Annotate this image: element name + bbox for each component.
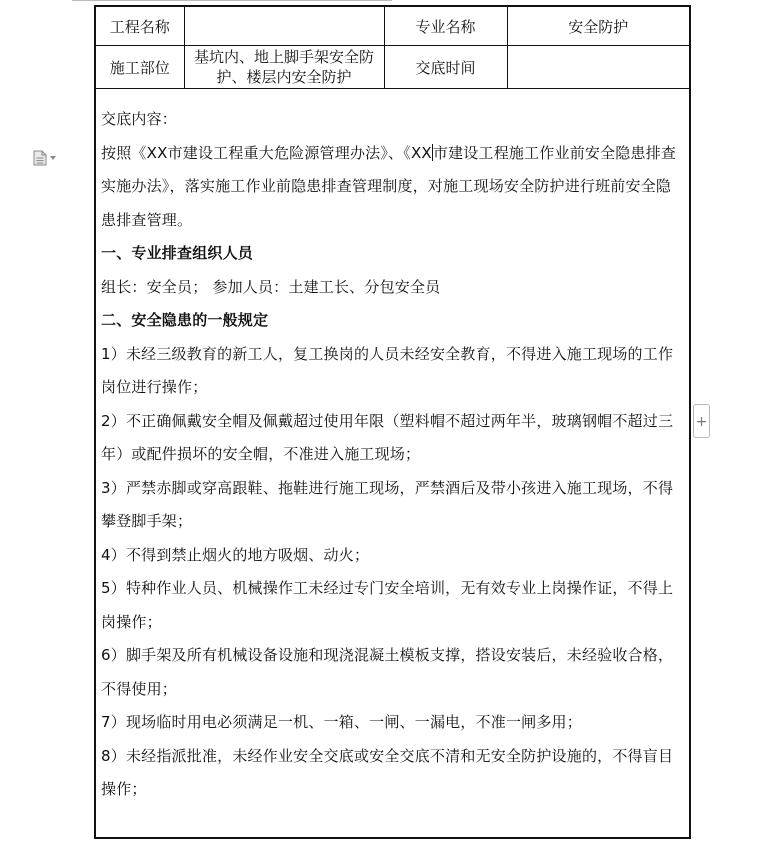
rule-item: 2）不正确佩戴安全帽及佩戴超过使用年限（塑料帽不超过两年半，玻璃钢帽不超过三年）或配件损坏的安全帽，不准进入施工现场； <box>101 411 674 463</box>
specialty-label: 专业名称 <box>384 7 507 46</box>
section2-title: 二、安全隐患的一般规定 <box>101 311 269 329</box>
handover-form <box>94 5 691 839</box>
section1-title: 一、专业排查组织人员 <box>101 244 254 262</box>
location-label: 施工部位 <box>96 46 184 89</box>
location-value[interactable]: 基坑内、地上脚手架安全防护、楼层内安全防护 <box>184 46 384 89</box>
add-row-button[interactable]: + <box>693 404 710 438</box>
rule-item: 5）特种作业人员、机械操作工未经过专门安全培训，无有效专业上岗操作证，不得上岗操作； <box>101 579 674 631</box>
project-name-value[interactable] <box>184 7 384 46</box>
paragraph-menu[interactable] <box>33 150 61 166</box>
document-icon <box>33 150 47 166</box>
section1-text: 组长：安全员； 参加人员：土建工长、分包安全员 <box>101 277 441 296</box>
project-name-label: 工程名称 <box>96 7 184 46</box>
handover-time-value[interactable] <box>507 46 689 89</box>
specialty-value[interactable]: 安全防护 <box>507 7 689 46</box>
rule-item: 3）严禁赤脚或穿高跟鞋、拖鞋进行施工现场，严禁酒后及带小孩进入施工现场，不得攀登脚手架； <box>101 478 674 530</box>
rule-item: 4）不得到禁止烟火的地方吸烟、动火； <box>101 545 370 564</box>
rule-item: 6）脚手架及所有机械设备设施和现浇混凝土模板支撑，搭设安装后，未经验收合格，不得使用； <box>101 646 674 698</box>
rule-item: 1）未经三级教育的新工人，复工换岗的人员未经安全教育，不得进入施工现场的工作岗位进行操作； <box>101 344 674 396</box>
intro-text-a: 按照《XX市建设工程重大危险源管理办法》、《XX <box>101 143 432 162</box>
intro-text-b: 市建设工程施工作业前安全隐患排查实施办法》，落实施工作业前隐患排查管理制度，对施工现场安全防护进行班前安全隐患排查管理。 <box>101 143 677 229</box>
intro-paragraph <box>101 137 686 238</box>
header-table <box>96 7 689 89</box>
intro-label: 交底内容： <box>101 110 178 128</box>
handover-time-label: 交底时间 <box>384 46 507 89</box>
chevron-down-icon <box>50 156 56 160</box>
rule-item: 7）现场临时用电必须满足一机、一箱、一闸、一漏电，不准一闸多用； <box>101 713 582 731</box>
handover-content[interactable] <box>101 103 686 807</box>
rule-item: 8）未经指派批准，未经作业安全交底或安全交底不清和无安全防护设施的，不得盲目操作； <box>101 746 674 798</box>
